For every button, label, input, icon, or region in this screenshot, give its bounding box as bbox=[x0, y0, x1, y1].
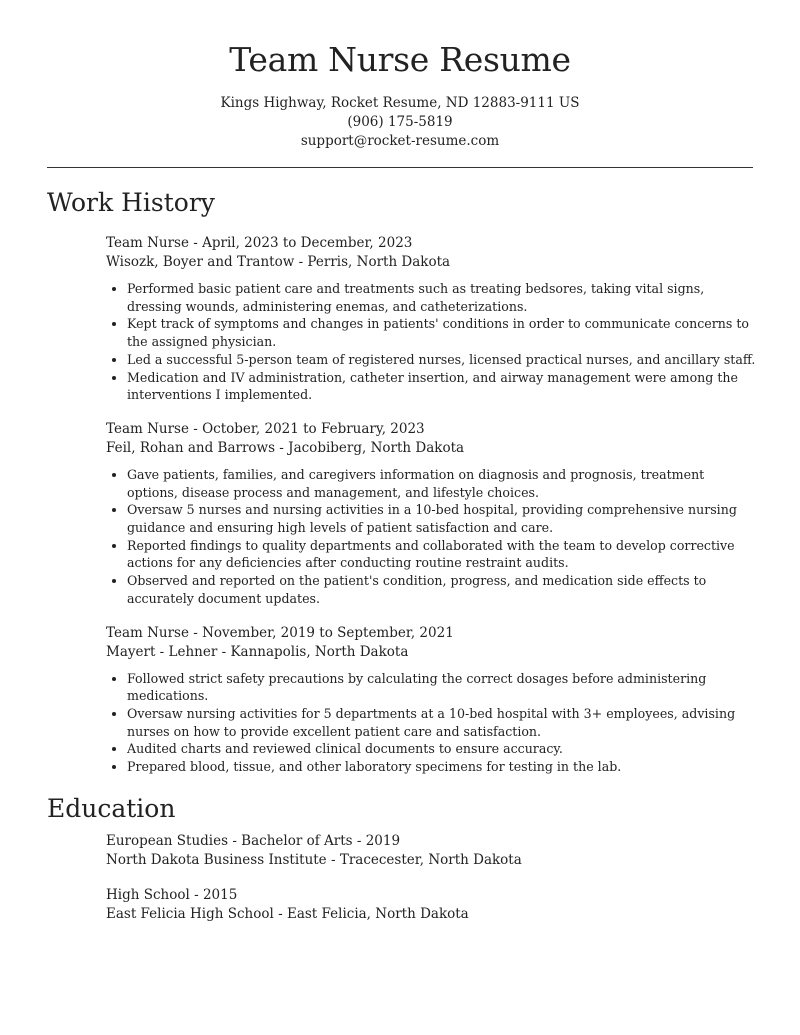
address: Kings Highway, Rocket Resume, ND 12883-9111 US bbox=[220, 95, 580, 111]
bullet-item: • Reported findings to quality departments and collaborated with the team to develop corrective actions for any deficiencies after conducting routine restraint audits. bbox=[127, 537, 757, 572]
job-company-location: Feil, Rohan and Barrows - Jacobiberg, North Dakota bbox=[106, 439, 465, 456]
job-company-location: Wisozk, Boyer and Trantow - Perris, North Dakota bbox=[106, 254, 451, 270]
job-title-dates: Team Nurse - April, 2023 to December, 2023 bbox=[106, 235, 413, 251]
work-history-section bbox=[47, 186, 757, 776]
education-entry bbox=[106, 886, 757, 924]
job-entry bbox=[106, 624, 757, 776]
school-line: North Dakota Business Institute - Tracecester, North Dakota bbox=[106, 851, 522, 868]
job-bullets bbox=[106, 670, 757, 776]
degree-line: High School - 2015 bbox=[106, 886, 238, 903]
section-heading: Work History bbox=[47, 188, 215, 217]
bullet-item: • Audited charts and reviewed clinical documents to ensure accuracy. bbox=[127, 740, 757, 758]
resume-title: Team Nurse Resume bbox=[229, 40, 571, 79]
bullet-item: • Observed and reported on the patient's condition, progress, and medication side effects to accurately document updates. bbox=[127, 572, 757, 607]
job-bullets bbox=[106, 280, 757, 404]
education-section bbox=[47, 792, 757, 924]
job-title-dates: Team Nurse - November, 2019 to September, 2021 bbox=[106, 624, 454, 641]
phone: (906) 175-5819 bbox=[347, 114, 453, 130]
job-title-dates: Team Nurse - October, 2021 to February, 2023 bbox=[106, 420, 425, 437]
bullet-item: • Performed basic patient care and treatments such as treating bedsores, taking vital signs, dressing wounds, administering enemas, and catheterizations. bbox=[127, 280, 757, 315]
email: support@rocket-resume.com bbox=[300, 133, 500, 149]
section-heading: Education bbox=[47, 793, 176, 823]
bullet-item: • Medication and IV administration, catheter insertion, and airway management were among the interventions I implemented. bbox=[127, 369, 757, 404]
bullet-item: • Prepared blood, tissue, and other laboratory specimens for testing in the lab. bbox=[127, 758, 757, 776]
bullet-item: • Gave patients, families, and caregivers information on diagnosis and prognosis, treatment options, disease process and management, and lifestyle choices. bbox=[127, 466, 757, 501]
job-entry bbox=[106, 234, 757, 404]
bullet-item: • Kept track of symptoms and changes in patients' conditions in order to communicate concerns to the assigned physician. bbox=[127, 315, 757, 350]
bullet-item: • Followed strict safety precautions by calculating the correct dosages before administering medications. bbox=[127, 670, 757, 705]
school-line: East Felicia High School - East Felicia, North Dakota bbox=[106, 905, 469, 922]
degree-line: European Studies - Bachelor of Arts - 2019 bbox=[106, 832, 401, 849]
education-entry bbox=[106, 832, 757, 870]
divider bbox=[47, 167, 753, 168]
contact-info bbox=[0, 94, 800, 151]
job-bullets bbox=[106, 466, 757, 608]
bullet-item: • Oversaw 5 nurses and nursing activities in a 10-bed hospital, providing comprehensive nursing guidance and ensuring high levels of patient satisfaction and care. bbox=[127, 501, 757, 536]
job-company-location: Mayert - Lehner - Kannapolis, North Dakota bbox=[106, 643, 409, 660]
bullet-item: • Oversaw nursing activities for 5 departments at a 10-bed hospital with 3+ employees, advising nurses on how to provide excellent patient care and satisfaction. bbox=[127, 705, 757, 740]
job-entry bbox=[106, 420, 757, 608]
bullet-item: • Led a successful 5-person team of registered nurses, licensed practical nurses, and ancillary staff. bbox=[127, 351, 757, 369]
